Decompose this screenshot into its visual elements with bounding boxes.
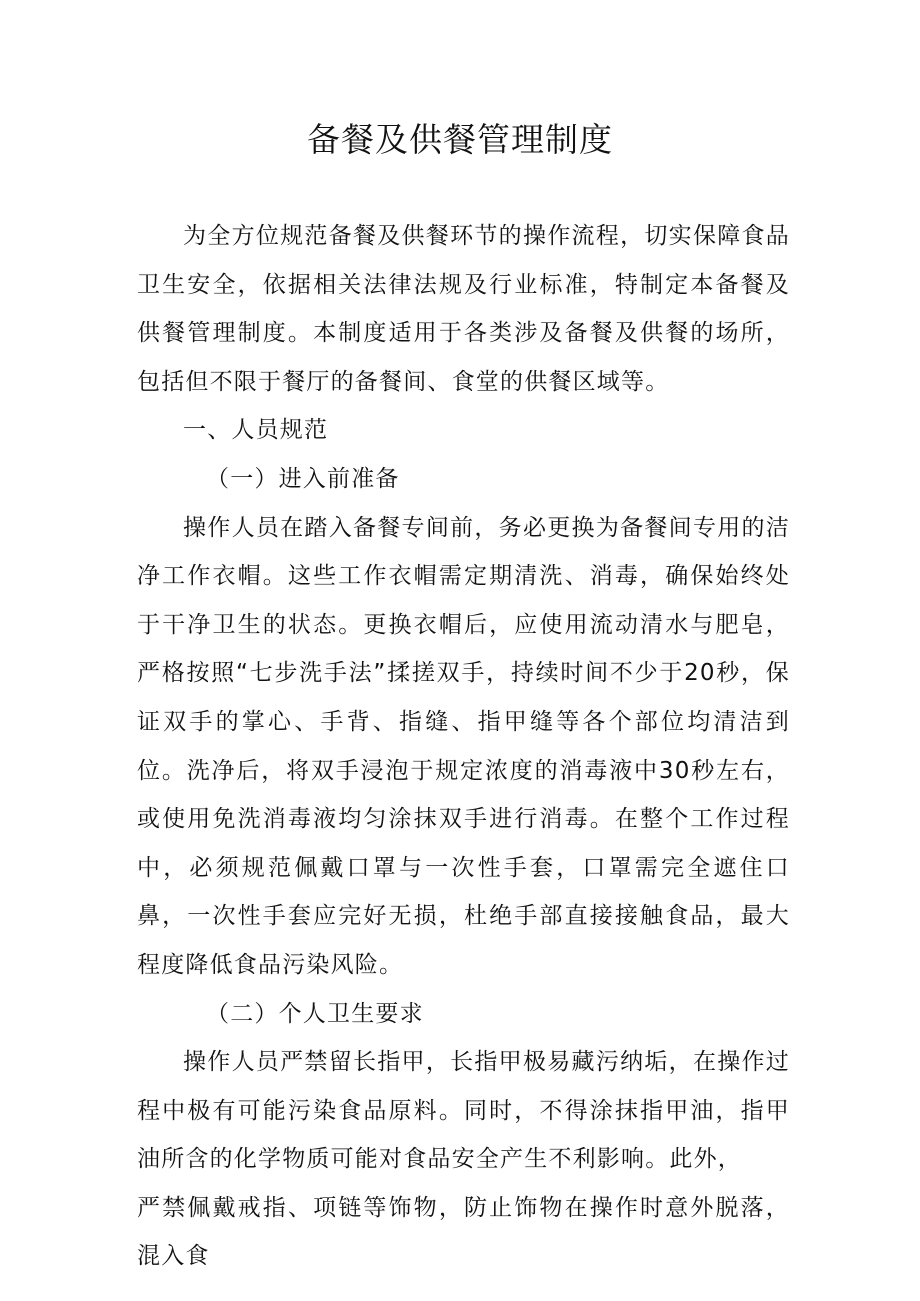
section-heading-personnel: 一、人员规范 <box>183 417 329 444</box>
intro-paragraph: 为全方位规范备餐及供餐环节的操作流程，切实保障食品卫生安全，依据相关法律法规及行业标准，特制定本备餐及供餐管理制度。本制度适用于各类涉及备餐及供餐的场所，包括但不限于餐厅的备餐间、食堂的供餐区域等。 <box>137 223 790 395</box>
subsection-heading-preparation: （一）进入前准备 <box>206 465 400 492</box>
subsection-heading-hygiene: （二）个人卫生要求 <box>206 1000 424 1027</box>
preparation-paragraph: 操作人员在踏入备餐专间前，务必更换为备餐间专用的洁净工作衣帽。这些工作衣帽需定期清洗、消毒，确保始终处于干净卫生的状态。更换衣帽后，应使用流动清水与肥皂，严格按照“七步洗手法”揉搓双手，持续时间不少于20秒，保证双手的掌心、手背、指缝、指甲缝等各个部位均清洁到位。洗净后，将双手浸泡于规定浓度的消毒液中30秒左右，或使用免洗消毒液均匀涂抹双手进行消毒。在整个工作过程中，必须规范佩戴口罩与一次性手套，口罩需完全遮住口鼻，一次性手套应完好无损，杜绝手部直接接触食品，最大程度降低食品污染风险。 <box>137 514 790 978</box>
hygiene-paragraph-continued: 严禁佩戴戒指、项链等饰物，防止饰物在操作时意外脱落，混入食 <box>137 1194 790 1270</box>
document-body <box>137 212 790 1281</box>
document-title: 备餐及供餐管理制度 <box>307 120 613 159</box>
hygiene-paragraph: 操作人员严禁留长指甲，长指甲极易藏污纳垢，在操作过程中极有可能污染食品原料。同时，不得涂抹指甲油，指甲油所含的化学物质可能对食品安全产生不利影响。此外， <box>137 1049 790 1173</box>
